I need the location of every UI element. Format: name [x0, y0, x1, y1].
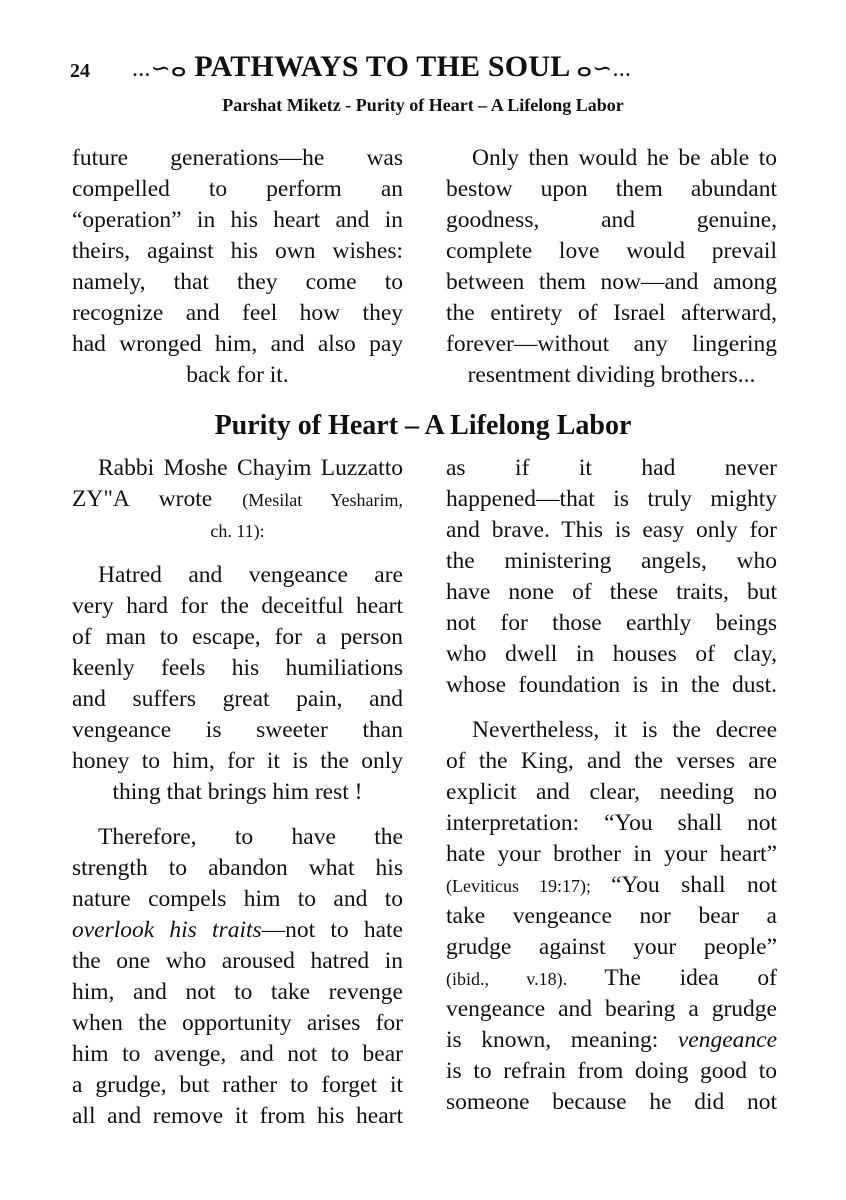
paragraph	[72, 143, 403, 391]
text-line: Therefore, to have the	[98, 824, 403, 850]
column-top-right	[446, 143, 777, 391]
ornament-right-icon: ⴰ∽...	[576, 56, 632, 82]
text-line: interpretation: “You shall not	[446, 810, 777, 836]
ornament-left-icon: ...∽ⴰ	[132, 56, 187, 82]
text-line: of man to escape, for a person	[72, 624, 403, 650]
text-line: whose foundation is in the dust.	[446, 672, 777, 698]
text-line: future generations—he was	[72, 145, 403, 171]
paragraph	[446, 453, 777, 701]
page-number: 24	[70, 60, 90, 82]
text-line: theirs, against his own wishes:	[72, 238, 403, 264]
citation: (Leviticus 19:17);	[446, 876, 612, 896]
column-top-left	[72, 143, 403, 391]
text-line: keenly feels his humiliations	[72, 655, 403, 681]
text-line: very hard for the deceitful heart	[72, 593, 403, 619]
text-line: and brave. This is easy only for	[446, 517, 777, 543]
column-bottom-left	[72, 453, 403, 1132]
text-line: had wronged him, and also pay	[72, 331, 403, 357]
text-line: him to avenge, and not to bear	[72, 1041, 403, 1067]
text-line	[72, 484, 403, 515]
text-line	[446, 1025, 777, 1056]
text-line: nature compels him to and to	[72, 886, 403, 912]
book-title: PATHWAYS TO THE SOUL	[194, 50, 569, 83]
text-line: explicit and clear, needing no	[446, 779, 777, 805]
text-line: as if it had never	[446, 455, 777, 481]
emphasis: overlook his traits	[72, 917, 262, 943]
text-line: take vengeance nor bear a	[446, 903, 777, 929]
paragraph	[446, 143, 777, 391]
text-line	[72, 515, 403, 546]
running-header	[132, 50, 631, 84]
text-line: thing that brings him rest !	[112, 779, 363, 805]
text-line: not for those earthly beings	[446, 610, 777, 636]
text-line: and suffers great pain, and	[72, 686, 403, 712]
text-line: who dwell in houses of clay,	[446, 641, 777, 667]
text-line: a grudge, but rather to forget it	[72, 1072, 403, 1098]
text-line: the entirety of Israel afterward,	[446, 300, 777, 326]
text-segment: The idea of	[604, 965, 777, 991]
citation: ch. 11):	[210, 521, 265, 541]
paragraph	[72, 822, 403, 1132]
text-line: the one who aroused hatred in	[72, 948, 403, 974]
citation: (ibid., v.18).	[446, 969, 605, 989]
text-segment: “You shall not	[611, 872, 777, 898]
text-line: compelled to perform an	[72, 176, 403, 202]
text-line: him, and not to take revenge	[72, 979, 403, 1005]
text-line: happened—that is truly mighty	[446, 486, 777, 512]
text-line: resentment dividing brothers...	[467, 362, 756, 388]
text-line: forever—without any lingering	[446, 331, 777, 357]
text-segment: ZY"A wrote	[72, 486, 243, 512]
text-line: vengeance and bearing a grudge	[446, 996, 777, 1022]
text-line: the ministering angels, who	[446, 548, 777, 574]
text-line: grudge against your people”	[446, 934, 777, 960]
paragraph	[446, 715, 777, 1118]
text-line: is to refrain from doing good to	[446, 1058, 777, 1084]
text-line: namely, that they come to	[72, 269, 403, 295]
chapter-subtitle: Parshat Miketz - Purity of Heart – A Lifelong Labor	[222, 95, 624, 115]
text-line: when the opportunity arises for	[72, 1010, 403, 1036]
paragraph	[72, 560, 403, 808]
text-line: between them now—and among	[446, 269, 777, 295]
section-heading: Purity of Heart – A Lifelong Labor	[214, 410, 632, 441]
text-line: honey to him, for it is the only	[72, 748, 403, 774]
text-segment: —not to hate	[261, 917, 403, 943]
paragraph	[72, 453, 403, 546]
text-line: strength to abandon what his	[72, 855, 403, 881]
text-line: of the King, and the verses are	[446, 748, 777, 774]
text-line: all and remove it from his heart	[72, 1103, 403, 1129]
text-line: Hatred and vengeance are	[98, 562, 403, 588]
text-line: vengeance is sweeter than	[72, 717, 403, 743]
text-line: back for it.	[186, 362, 289, 388]
text-line: recognize and feel how they	[72, 300, 403, 326]
text-line	[446, 963, 777, 994]
text-line: complete love would prevail	[446, 238, 777, 264]
text-line: someone because he did not	[446, 1089, 777, 1115]
emphasis: vengeance	[677, 1027, 777, 1053]
text-line	[446, 870, 777, 901]
text-line: Only then would he be able to	[472, 145, 777, 171]
text-line	[72, 915, 403, 946]
text-line: bestow upon them abundant	[446, 176, 777, 202]
column-bottom-right	[446, 453, 777, 1118]
text-line: have none of these traits, but	[446, 579, 777, 605]
text-line: hate your brother in your heart”	[446, 841, 777, 867]
text-segment: is known, meaning:	[446, 1027, 678, 1053]
text-line: “operation” in his heart and in	[72, 207, 403, 233]
text-line: Rabbi Moshe Chayim Luzzatto	[98, 455, 403, 481]
text-line: goodness, and genuine,	[446, 207, 777, 233]
text-line: Nevertheless, it is the decree	[472, 717, 777, 743]
citation: (Mesilat Yesharim,	[242, 490, 403, 510]
